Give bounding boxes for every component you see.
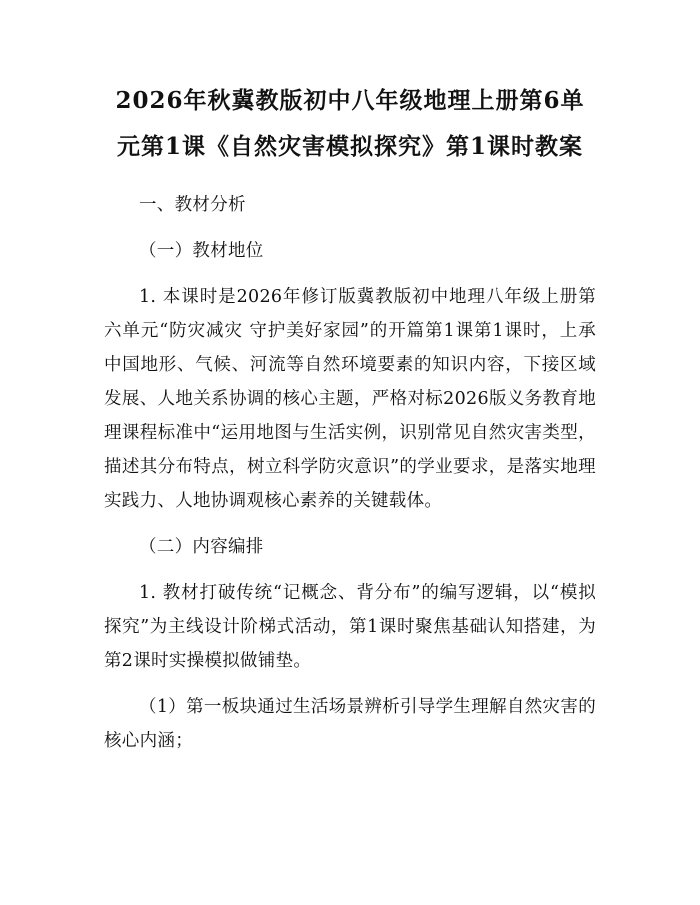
paragraph-material-position: 1. 本课时是2026年修订版冀教版初中地理八年级上册第六单元“防灾减灾 守护美好家园”的开篇第1课第1课时，上承中国地形、气候、河流等自然环境要素的知识内容，下接区域发展、人地关系协调的核心主题，严格对标2026版义务教育地理课程标准中“运用地图与生活实例，识别常见自然灾害类型，描述其分布特点，树立科学防灾意识”的学业要求，是落实地理实践力、人地协调观核心素养的关键载体。 xyxy=(104,287,596,511)
paragraph-first-block: （1）第一板块通过生活场景辨析引导学生理解自然灾害的核心内涵； xyxy=(104,697,596,751)
subsection-heading-material-position: （一）教材地位 xyxy=(139,241,264,261)
document-body xyxy=(104,188,596,758)
section-heading-teaching-material-analysis: 一、教材分析 xyxy=(139,195,246,215)
subsection-heading-content-arrangement: （二）内容编排 xyxy=(139,537,264,557)
paragraph-content-arrangement: 1. 教材打破传统“记概念、背分布”的编写逻辑，以“模拟探究”为主线设计阶梯式活动，第1课时聚焦基础认知搭建，为第2课时实操模拟做铺垫。 xyxy=(104,583,596,671)
document-title: 2026年秋冀教版初中八年级地理上册第6单元第1课《自然灾害模拟探究》第1课时教案 xyxy=(115,87,585,160)
